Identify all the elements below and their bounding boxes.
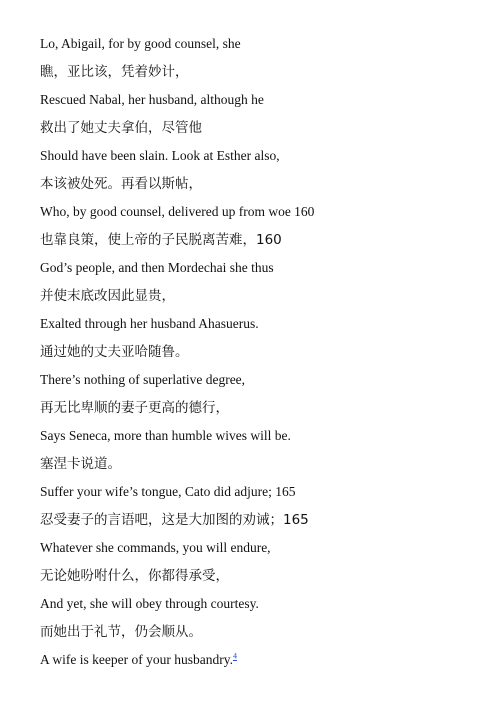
line-zh-4: 也靠良策，使上帝的子民脱离苦难，160 <box>40 232 282 248</box>
line-en-6: Exalted through her husband Ahasuerus. <box>40 316 259 331</box>
line-zh-6: 通过她的丈夫亚哈随鲁。 <box>40 344 189 360</box>
line-zh-10: 无论她吩咐什么，你都得承受， <box>40 568 229 584</box>
line-en-9: Suffer your wife’s tongue, Cato did adjure; 165 <box>40 484 296 499</box>
line-zh-9: 忍受妻子的言语吧，这是大加图的劝诫；165 <box>40 512 309 528</box>
line-en-10: Whatever she commands, you will endure, <box>40 540 271 555</box>
line-en-2: Rescued Nabal, her husband, although he <box>40 92 264 107</box>
line-zh-2: 救出了她丈夫拿伯，尽管他 <box>40 120 202 136</box>
line-en-11: And yet, she will obey through courtesy. <box>40 596 259 611</box>
line-en-12 <box>40 646 480 674</box>
footnote-link[interactable]: 4 <box>232 651 237 661</box>
line-en-5: God’s people, and then Mordechai she thus <box>40 260 274 275</box>
line-zh-8: 塞涅卡说道。 <box>40 456 121 472</box>
poem-text <box>40 30 480 674</box>
line-zh-7: 再无比卑顺的妻子更高的德行， <box>40 400 229 416</box>
line-zh-5: 并使末底改因此显贵， <box>40 288 175 304</box>
line-zh-1: 瞧，亚比该，凭着妙计， <box>40 64 189 80</box>
line-en-8: Says Seneca, more than humble wives will be. <box>40 428 291 443</box>
line-en-4: Who, by good counsel, delivered up from woe 160 <box>40 204 315 219</box>
line-zh-11: 而她出于礼节，仍会顺从。 <box>40 624 202 640</box>
line-zh-3: 本该被处死。再看以斯帖， <box>40 176 202 192</box>
line-en-1: Lo, Abigail, for by good counsel, she <box>40 36 241 51</box>
last-line-text: A wife is keeper of your husbandry. <box>40 652 233 667</box>
line-en-7: There’s nothing of superlative degree, <box>40 372 246 387</box>
line-en-3: Should have been slain. Look at Esther also, <box>40 148 280 163</box>
